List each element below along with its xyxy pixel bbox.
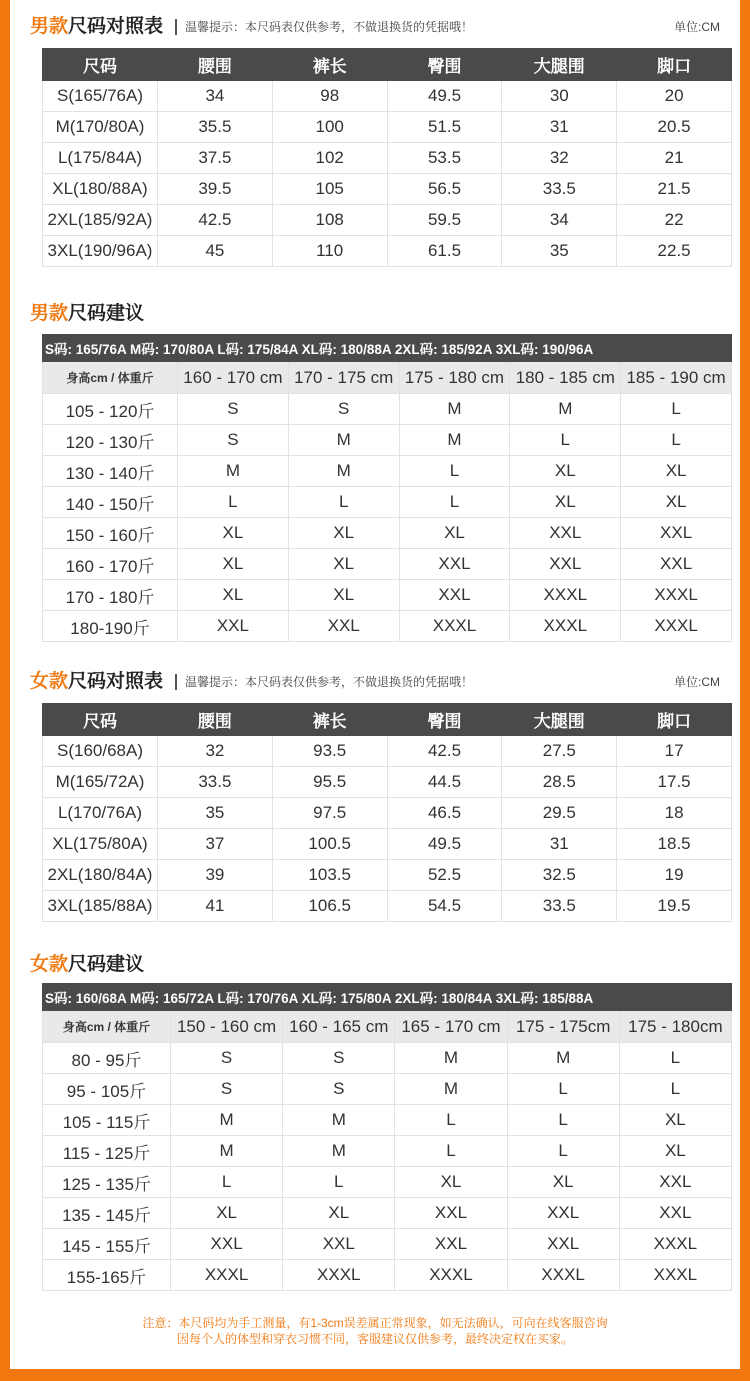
column-header: 大腿围 <box>502 704 617 736</box>
table-cell: M <box>507 1043 619 1074</box>
row-label-cell: 130 - 140斤 <box>43 456 178 487</box>
row-label-cell: 115 - 125斤 <box>43 1136 171 1167</box>
column-header: 裤长 <box>272 704 387 736</box>
row-label-cell: XL(175/80A) <box>43 829 158 860</box>
row-label-cell: 135 - 145斤 <box>43 1198 171 1229</box>
table-cell: M <box>178 456 289 487</box>
table-cell: M <box>283 1136 395 1167</box>
table-cell: XL <box>619 1105 731 1136</box>
table-cell: XL <box>619 1136 731 1167</box>
table-cell: 51.5 <box>387 112 502 143</box>
column-header: 腰围 <box>158 704 273 736</box>
table-cell: XL <box>288 518 399 549</box>
row-label-cell: XL(180/88A) <box>43 174 158 205</box>
women-measure-table <box>42 703 732 922</box>
table-cell: L <box>395 1136 507 1167</box>
table-row <box>43 611 732 642</box>
table-cell: XXL <box>510 518 621 549</box>
table-cell: 49.5 <box>387 829 502 860</box>
table-row <box>43 767 732 798</box>
table-cell: 93.5 <box>272 736 387 767</box>
table-cell: 37.5 <box>158 143 273 174</box>
men-recommend-header <box>30 300 720 328</box>
table-cell: M <box>510 394 621 425</box>
row-label-cell: 150 - 160斤 <box>43 518 178 549</box>
table-cell: M <box>283 1105 395 1136</box>
table-cell: XXL <box>399 580 510 611</box>
table-row <box>43 1260 732 1291</box>
table-cell: 100 <box>272 112 387 143</box>
table-cell: 22 <box>617 205 732 236</box>
row-label-cell: L(175/84A) <box>43 143 158 174</box>
table-row <box>43 798 732 829</box>
table-cell: 31 <box>502 112 617 143</box>
table-cell: L <box>507 1074 619 1105</box>
table-cell: 98 <box>272 81 387 112</box>
table-cell: 41 <box>158 891 273 922</box>
table-cell: 37 <box>158 829 273 860</box>
table-cell: S <box>288 394 399 425</box>
men-measure-header <box>30 13 720 41</box>
table-cell: XXXL <box>510 580 621 611</box>
row-label-cell: S(160/68A) <box>43 736 158 767</box>
height-header-row <box>43 1011 732 1043</box>
table-row <box>43 829 732 860</box>
table-cell: 39 <box>158 860 273 891</box>
table-row <box>43 549 732 580</box>
table-cell: 61.5 <box>387 236 502 267</box>
table-cell: XL <box>178 518 289 549</box>
table-cell: L <box>171 1167 283 1198</box>
corner-label: 身高cm / 体重斤 <box>43 362 178 394</box>
footer-note <box>10 1315 740 1347</box>
table-cell: XL <box>178 580 289 611</box>
table-cell: 52.5 <box>387 860 502 891</box>
table-cell: 56.5 <box>387 174 502 205</box>
table-cell: XL <box>395 1167 507 1198</box>
table-cell: XXXL <box>399 611 510 642</box>
table-row <box>43 891 732 922</box>
table-cell: 103.5 <box>272 860 387 891</box>
table-cell: L <box>621 425 732 456</box>
table-row <box>43 143 732 174</box>
height-range-header: 175 - 180 cm <box>399 362 510 394</box>
table-cell: XXL <box>619 1198 731 1229</box>
row-label-cell: 160 - 170斤 <box>43 549 178 580</box>
table-cell: 20.5 <box>617 112 732 143</box>
table-cell: L <box>510 425 621 456</box>
table-cell: 32.5 <box>502 860 617 891</box>
table-cell: XXL <box>171 1229 283 1260</box>
table-cell: 42.5 <box>387 736 502 767</box>
row-label-cell: 120 - 130斤 <box>43 425 178 456</box>
table-cell: M <box>399 425 510 456</box>
table-cell: L <box>619 1043 731 1074</box>
table-cell: 54.5 <box>387 891 502 922</box>
table-cell: L <box>399 487 510 518</box>
column-header: 尺码 <box>43 49 158 81</box>
table-cell: 102 <box>272 143 387 174</box>
table-cell: XXL <box>399 549 510 580</box>
table-cell: 27.5 <box>502 736 617 767</box>
table-cell: 21 <box>617 143 732 174</box>
table-cell: L <box>283 1167 395 1198</box>
table-cell: 34 <box>158 81 273 112</box>
row-label-cell: 140 - 150斤 <box>43 487 178 518</box>
table-cell: 30 <box>502 81 617 112</box>
table-cell: 18 <box>617 798 732 829</box>
row-label-cell: 2XL(180/84A) <box>43 860 158 891</box>
column-header: 腰围 <box>158 49 273 81</box>
table-cell: S <box>283 1074 395 1105</box>
table-cell: S <box>178 394 289 425</box>
table-cell: S <box>171 1074 283 1105</box>
table-row <box>43 518 732 549</box>
table-cell: 33.5 <box>158 767 273 798</box>
table-row <box>43 112 732 143</box>
table-cell: 106.5 <box>272 891 387 922</box>
row-label-cell: M(165/72A) <box>43 767 158 798</box>
table-cell: XL <box>288 580 399 611</box>
column-header: 臀围 <box>387 49 502 81</box>
table-cell: XXXL <box>621 611 732 642</box>
table-cell: 29.5 <box>502 798 617 829</box>
table-row <box>43 580 732 611</box>
row-label-cell: M(170/80A) <box>43 112 158 143</box>
table-row <box>43 174 732 205</box>
table-row <box>43 1167 732 1198</box>
table-cell: 45 <box>158 236 273 267</box>
table-row <box>43 236 732 267</box>
table-row <box>43 1074 732 1105</box>
table-row <box>43 205 732 236</box>
table-cell: XL <box>507 1167 619 1198</box>
height-range-header: 150 - 160 cm <box>171 1011 283 1043</box>
table-cell: 100.5 <box>272 829 387 860</box>
size-codes-row <box>43 335 732 362</box>
men-measure-title: 男款尺码对照表 <box>30 16 164 37</box>
table-cell: 44.5 <box>387 767 502 798</box>
table-cell: M <box>288 456 399 487</box>
note-line-2: 因每个人的体型和穿衣习惯不同，客服建议仅供参考，最终决定权在买家。 <box>176 1332 573 1346</box>
column-header: 大腿围 <box>502 49 617 81</box>
row-label-cell: 80 - 95斤 <box>43 1043 171 1074</box>
table-cell: M <box>171 1105 283 1136</box>
table-cell: 17 <box>617 736 732 767</box>
table-cell: 28.5 <box>502 767 617 798</box>
table-cell: XL <box>399 518 510 549</box>
table-row <box>43 1136 732 1167</box>
men-recommend-title: 男款尺码建议 <box>30 303 145 324</box>
table-cell: 49.5 <box>387 81 502 112</box>
height-range-header: 175 - 180cm <box>619 1011 731 1043</box>
table-cell: 59.5 <box>387 205 502 236</box>
table-cell: 19 <box>617 860 732 891</box>
table-cell: 105 <box>272 174 387 205</box>
table-row <box>43 860 732 891</box>
note-line-1: 注意：本尺码均为手工测量，有1-3cm误差属正常现象，如无法确认，可向在线客服咨询 <box>142 1316 608 1330</box>
table-row <box>43 456 732 487</box>
table-cell: XXXL <box>507 1260 619 1291</box>
table-cell: 32 <box>158 736 273 767</box>
table-cell: XXL <box>621 549 732 580</box>
table-cell: M <box>399 394 510 425</box>
row-label-cell: 3XL(190/96A) <box>43 236 158 267</box>
size-codes: S码: 165/76A M码: 170/80A L码: 175/84A XL码: 180/88A 2XL码: 185/92A 3XL码: 190/96A <box>43 335 732 362</box>
table-cell: XXXL <box>619 1260 731 1291</box>
table-cell: M <box>395 1074 507 1105</box>
table-cell: M <box>171 1136 283 1167</box>
table-cell: 33.5 <box>502 891 617 922</box>
row-label-cell: S(165/76A) <box>43 81 158 112</box>
table-cell: 18.5 <box>617 829 732 860</box>
corner-label: 身高cm / 体重斤 <box>43 1011 171 1043</box>
row-label-cell: 155-165斤 <box>43 1260 171 1291</box>
row-label-cell: 2XL(185/92A) <box>43 205 158 236</box>
height-range-header: 175 - 175cm <box>507 1011 619 1043</box>
size-codes: S码: 160/68A M码: 165/72A L码: 170/76A XL码: 175/80A 2XL码: 180/84A 3XL码: 185/88A <box>43 984 732 1011</box>
row-label-cell: 105 - 120斤 <box>43 394 178 425</box>
row-label-cell: 95 - 105斤 <box>43 1074 171 1105</box>
table-cell: S <box>283 1043 395 1074</box>
table-row <box>43 425 732 456</box>
table-cell: 53.5 <box>387 143 502 174</box>
table-cell: S <box>171 1043 283 1074</box>
table-cell: 95.5 <box>272 767 387 798</box>
height-range-header: 160 - 170 cm <box>178 362 289 394</box>
height-range-header: 185 - 190 cm <box>621 362 732 394</box>
table-cell: L <box>288 487 399 518</box>
table-cell: XL <box>510 487 621 518</box>
women-recommend-title: 女款尺码建议 <box>30 954 145 975</box>
women-measure-header <box>30 668 720 696</box>
table-cell: XXL <box>178 611 289 642</box>
table-cell: XXL <box>395 1229 507 1260</box>
table-cell: L <box>507 1136 619 1167</box>
women-measure-unit: 单位:CM <box>674 675 720 689</box>
table-cell: XXL <box>619 1167 731 1198</box>
table-cell: L <box>399 456 510 487</box>
table-cell: XXXL <box>171 1260 283 1291</box>
table-cell: XL <box>288 549 399 580</box>
table-cell: S <box>178 425 289 456</box>
table-cell: 22.5 <box>617 236 732 267</box>
table-cell: XXXL <box>395 1260 507 1291</box>
women-recommend-table <box>42 983 732 1291</box>
table-row <box>43 81 732 112</box>
table-cell: 31 <box>502 829 617 860</box>
table-cell: M <box>288 425 399 456</box>
table-header-row <box>43 49 732 81</box>
table-cell: XL <box>621 487 732 518</box>
height-range-header: 160 - 165 cm <box>283 1011 395 1043</box>
table-cell: 35.5 <box>158 112 273 143</box>
table-row <box>43 487 732 518</box>
size-codes-row <box>43 984 732 1011</box>
women-measure-tip: 温馨提示：本尺码表仅供参考，不做退换货的凭据哦！ <box>175 674 473 690</box>
men-measure-tip: 温馨提示：本尺码表仅供参考，不做退换货的凭据哦！ <box>175 19 473 35</box>
table-cell: 19.5 <box>617 891 732 922</box>
row-label-cell: 180-190斤 <box>43 611 178 642</box>
table-cell: XXL <box>507 1229 619 1260</box>
table-cell: L <box>619 1074 731 1105</box>
table-cell: XXXL <box>510 611 621 642</box>
table-row <box>43 1043 732 1074</box>
column-header: 脚口 <box>617 49 732 81</box>
table-cell: XXL <box>395 1198 507 1229</box>
table-cell: 35 <box>158 798 273 829</box>
table-cell: 34 <box>502 205 617 236</box>
women-recommend-header <box>30 951 720 979</box>
table-cell: 20 <box>617 81 732 112</box>
height-range-header: 165 - 170 cm <box>395 1011 507 1043</box>
table-row <box>43 1198 732 1229</box>
women-measure-title: 女款尺码对照表 <box>30 671 164 692</box>
column-header: 裤长 <box>272 49 387 81</box>
table-cell: 39.5 <box>158 174 273 205</box>
table-cell: 21.5 <box>617 174 732 205</box>
table-cell: XXXL <box>619 1229 731 1260</box>
column-header: 臀围 <box>387 704 502 736</box>
table-cell: XL <box>621 456 732 487</box>
table-cell: L <box>507 1105 619 1136</box>
table-cell: XXL <box>288 611 399 642</box>
table-header-row <box>43 704 732 736</box>
table-cell: XL <box>510 456 621 487</box>
table-cell: XXL <box>621 518 732 549</box>
row-label-cell: 105 - 115斤 <box>43 1105 171 1136</box>
height-header-row <box>43 362 732 394</box>
row-label-cell: 3XL(185/88A) <box>43 891 158 922</box>
table-cell: L <box>178 487 289 518</box>
height-range-header: 170 - 175 cm <box>288 362 399 394</box>
height-range-header: 180 - 185 cm <box>510 362 621 394</box>
table-cell: 35 <box>502 236 617 267</box>
table-cell: 97.5 <box>272 798 387 829</box>
column-header: 脚口 <box>617 704 732 736</box>
table-row <box>43 394 732 425</box>
men-measure-unit: 单位:CM <box>674 20 720 34</box>
row-label-cell: 170 - 180斤 <box>43 580 178 611</box>
table-cell: 42.5 <box>158 205 273 236</box>
table-cell: L <box>621 394 732 425</box>
row-label-cell: L(170/76A) <box>43 798 158 829</box>
table-cell: XXXL <box>621 580 732 611</box>
table-cell: XXL <box>510 549 621 580</box>
table-cell: XL <box>283 1198 395 1229</box>
table-cell: 108 <box>272 205 387 236</box>
table-cell: L <box>395 1105 507 1136</box>
table-cell: XXL <box>283 1229 395 1260</box>
men-recommend-table <box>42 334 732 642</box>
column-header: 尺码 <box>43 704 158 736</box>
table-cell: XL <box>178 549 289 580</box>
table-row <box>43 1229 732 1260</box>
table-cell: 110 <box>272 236 387 267</box>
table-cell: 46.5 <box>387 798 502 829</box>
table-row <box>43 736 732 767</box>
table-cell: 33.5 <box>502 174 617 205</box>
row-label-cell: 145 - 155斤 <box>43 1229 171 1260</box>
table-cell: 32 <box>502 143 617 174</box>
men-measure-table <box>42 48 732 267</box>
table-cell: XL <box>171 1198 283 1229</box>
table-cell: XXL <box>507 1198 619 1229</box>
table-row <box>43 1105 732 1136</box>
table-cell: 17.5 <box>617 767 732 798</box>
table-cell: M <box>395 1043 507 1074</box>
row-label-cell: 125 - 135斤 <box>43 1167 171 1198</box>
table-cell: XXXL <box>283 1260 395 1291</box>
